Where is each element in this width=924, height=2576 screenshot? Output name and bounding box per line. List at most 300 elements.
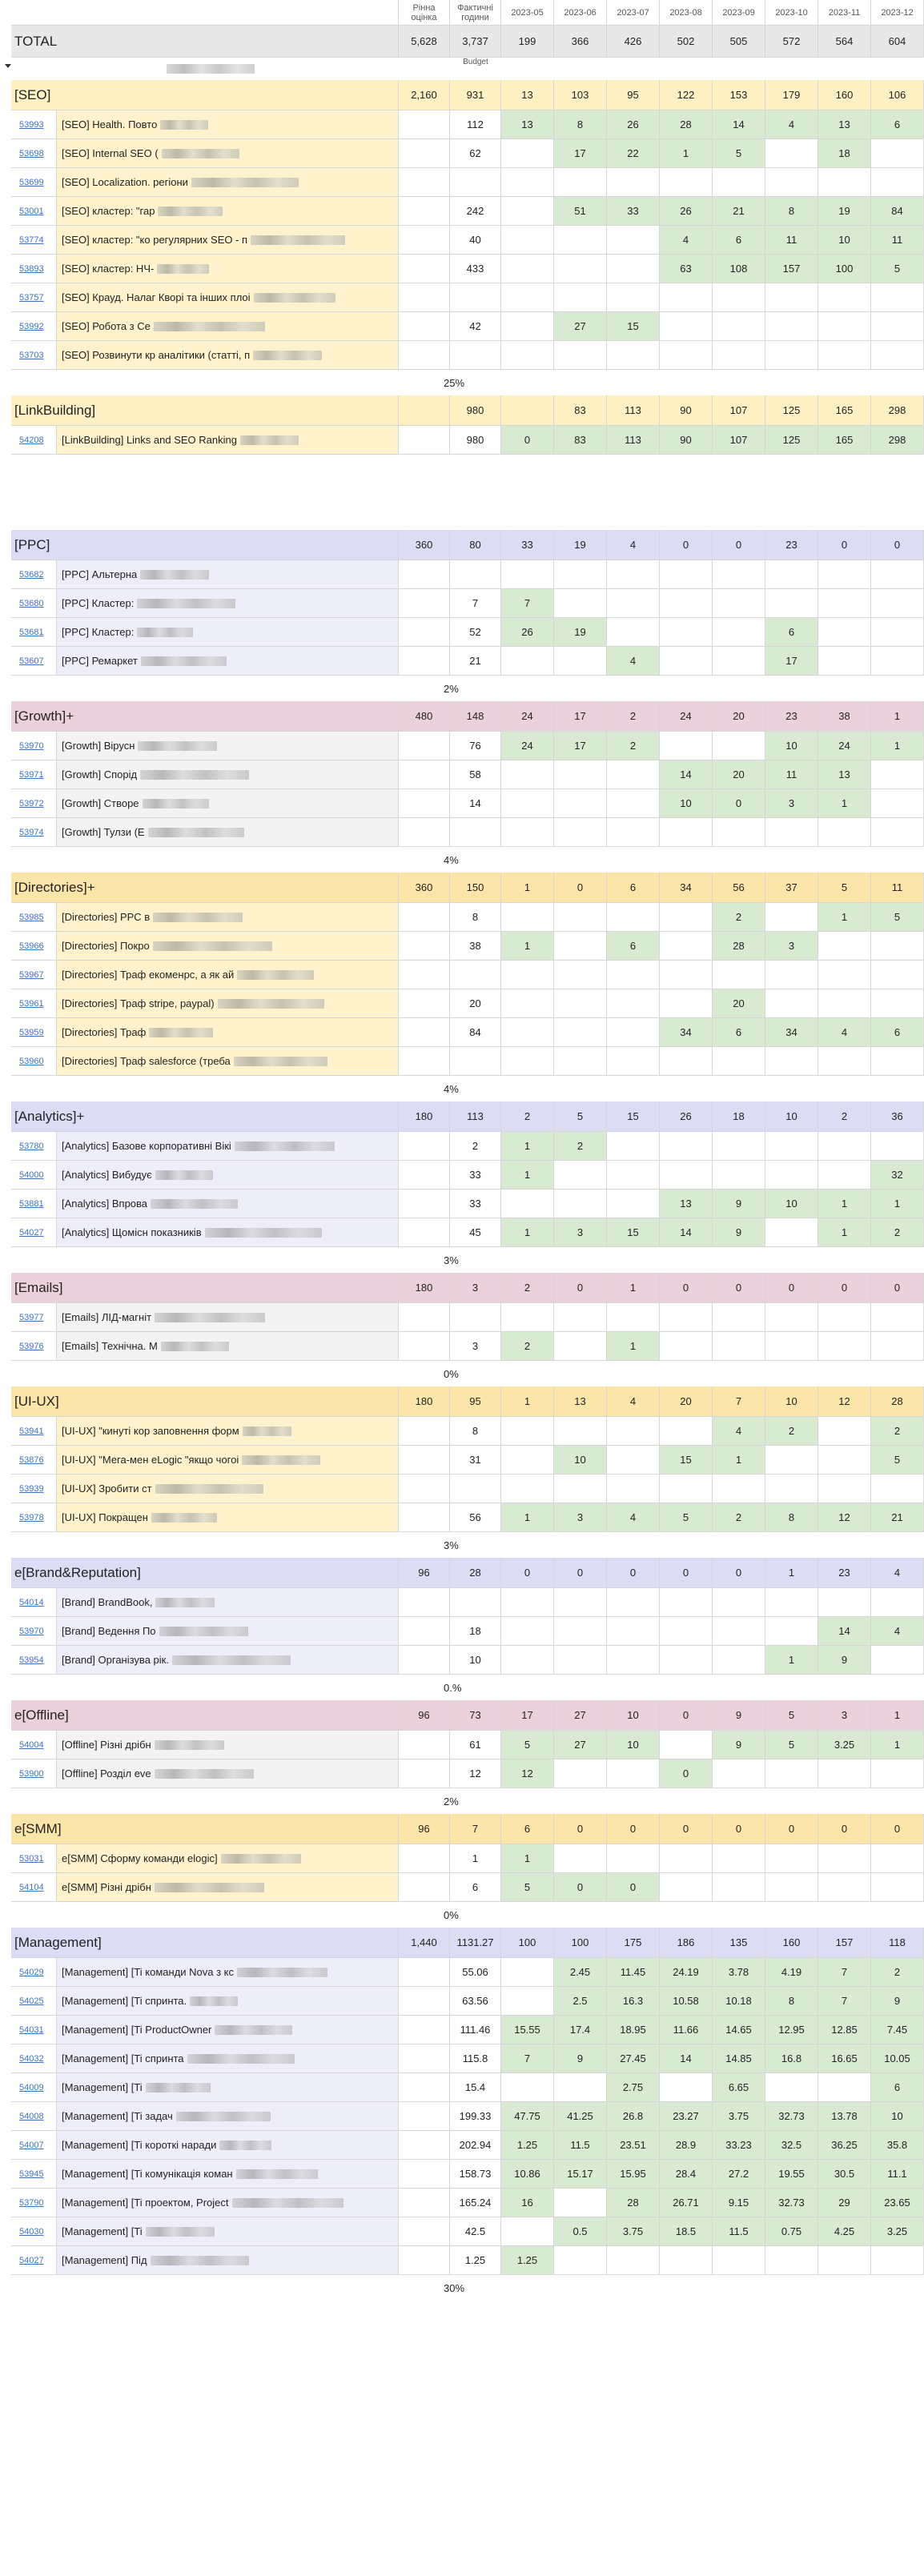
row-month-value: 27 xyxy=(554,312,607,340)
row-month-value xyxy=(818,283,871,311)
section-header-row xyxy=(11,873,924,903)
row-month-value: 29 xyxy=(818,2189,871,2217)
row-month-value xyxy=(871,168,924,196)
row-estimate xyxy=(399,197,450,225)
row-month-value xyxy=(607,255,660,283)
row-month-value: 1 xyxy=(871,732,924,760)
task-name-text: [SEO] Localization. регіони xyxy=(62,176,188,188)
row-estimate xyxy=(399,932,450,960)
row-month-value xyxy=(871,139,924,167)
row-month-value xyxy=(660,647,713,675)
section-month-value: 10 xyxy=(765,1386,818,1416)
task-name-text: [Directories] Траф екоменрс, а як ай xyxy=(62,969,235,981)
row-month-value: 2 xyxy=(871,1958,924,1986)
row-month-value xyxy=(607,1132,660,1160)
row-month-value xyxy=(660,1475,713,1503)
row-estimate xyxy=(399,2189,450,2217)
section-month-value: 83 xyxy=(554,395,607,425)
task-link[interactable]: 53977 xyxy=(11,1303,57,1331)
blurred-text xyxy=(151,1513,217,1523)
row-actual: 63.56 xyxy=(450,1987,501,2015)
section-month-value: 37 xyxy=(765,873,818,902)
section-percent-row xyxy=(11,455,924,530)
row-actual: 165.24 xyxy=(450,2189,501,2217)
row-estimate xyxy=(399,789,450,817)
section-month-value: 0 xyxy=(554,1273,607,1302)
row-month-value xyxy=(765,139,818,167)
task-link[interactable]: 53992 xyxy=(11,312,57,340)
row-month-value: 0 xyxy=(607,1873,660,1901)
section-percent-row xyxy=(11,1076,924,1101)
row-month-value: 22 xyxy=(607,139,660,167)
row-month-value: 17 xyxy=(554,732,607,760)
row-month-value: 18.5 xyxy=(660,2217,713,2245)
task-link[interactable]: 53876 xyxy=(11,1446,57,1474)
section-percent: 30% xyxy=(444,2281,465,2294)
task-link[interactable]: 53607 xyxy=(11,647,57,675)
task-name-text: [Management] [Ti xyxy=(62,2081,143,2093)
row-estimate xyxy=(399,1161,450,1189)
row-month-value: 7 xyxy=(501,2044,554,2072)
header-estimate: Рінна оцінка xyxy=(399,0,450,25)
table-row xyxy=(11,2131,924,2160)
row-estimate xyxy=(399,2217,450,2245)
row-actual: 12 xyxy=(450,1759,501,1788)
row-month-value xyxy=(660,2246,713,2274)
task-link[interactable]: 54027 xyxy=(11,2246,57,2274)
task-name-text: [SEO] кластер: "ко регулярних SEO - п xyxy=(62,234,248,246)
total-month-value: 366 xyxy=(554,26,607,57)
task-link[interactable]: 53790 xyxy=(11,2189,57,2217)
task-link[interactable]: 53954 xyxy=(11,1646,57,1674)
task-name xyxy=(57,1018,399,1046)
row-month-value: 14 xyxy=(713,110,765,138)
task-link[interactable]: 53967 xyxy=(11,961,57,989)
task-link[interactable]: 53703 xyxy=(11,341,57,369)
row-actual xyxy=(450,1047,501,1075)
task-link[interactable]: 53698 xyxy=(11,139,57,167)
row-estimate xyxy=(399,283,450,311)
row-estimate xyxy=(399,1503,450,1531)
task-name-text: [UI-UX] "кинуті кор заповнення форм xyxy=(62,1425,239,1437)
row-month-value: 33 xyxy=(607,197,660,225)
task-name xyxy=(57,989,399,1017)
task-link[interactable]: 54208 xyxy=(11,426,57,454)
section-month-value: 0 xyxy=(818,530,871,560)
row-month-value: 5 xyxy=(871,903,924,931)
task-link[interactable]: 54009 xyxy=(11,2073,57,2101)
task-link[interactable]: 53680 xyxy=(11,589,57,617)
row-month-value xyxy=(765,1873,818,1901)
row-month-value: 3 xyxy=(765,789,818,817)
row-month-value: 1 xyxy=(818,1218,871,1246)
section-estimate: 360 xyxy=(399,530,450,560)
task-name xyxy=(57,2131,399,2159)
section-month-value: 1 xyxy=(501,873,554,902)
task-link[interactable]: 54031 xyxy=(11,2016,57,2044)
task-name-text: [Brand] Ведення По xyxy=(62,1625,156,1637)
row-month-value xyxy=(554,1190,607,1218)
row-month-value: 15 xyxy=(607,1218,660,1246)
row-month-value: 0 xyxy=(501,426,554,454)
row-month-value xyxy=(713,1873,765,1901)
row-month-value xyxy=(871,1844,924,1872)
header-month: 2023-09 xyxy=(713,0,765,25)
row-month-value xyxy=(871,560,924,588)
row-month-value: 32.5 xyxy=(765,2131,818,2159)
task-link[interactable]: 53966 xyxy=(11,932,57,960)
task-link[interactable]: 53993 xyxy=(11,110,57,138)
section-month-value: 135 xyxy=(713,1928,765,1957)
row-month-value xyxy=(501,1475,554,1503)
task-link[interactable]: 53959 xyxy=(11,1018,57,1046)
row-month-value xyxy=(765,903,818,931)
row-month-value xyxy=(871,647,924,675)
row-month-value: 27 xyxy=(554,1731,607,1759)
row-month-value xyxy=(501,255,554,283)
row-month-value xyxy=(765,341,818,369)
task-link[interactable]: 53970 xyxy=(11,1617,57,1645)
row-month-value: 157 xyxy=(765,255,818,283)
row-month-value xyxy=(818,560,871,588)
row-month-value xyxy=(871,989,924,1017)
row-month-value: 4 xyxy=(713,1417,765,1445)
blurred-text xyxy=(215,2025,292,2035)
row-month-value: 10.05 xyxy=(871,2044,924,2072)
blurred-text xyxy=(155,1170,213,1180)
task-link[interactable]: 53001 xyxy=(11,197,57,225)
section-month-value: 5 xyxy=(554,1101,607,1131)
row-month-value: 3 xyxy=(554,1503,607,1531)
total-row xyxy=(11,26,924,58)
row-month-value: 10 xyxy=(818,226,871,254)
task-link[interactable]: 53681 xyxy=(11,618,57,646)
task-name xyxy=(57,2189,399,2217)
task-name-text: [SEO] Робота з Се xyxy=(62,320,151,332)
row-month-value xyxy=(660,1303,713,1331)
section-estimate xyxy=(399,395,450,425)
task-link[interactable]: 53881 xyxy=(11,1190,57,1218)
header-month: 2023-11 xyxy=(818,0,871,25)
task-name-text: [Analytics] Щомісн показників xyxy=(62,1226,202,1238)
task-link[interactable]: 54030 xyxy=(11,2217,57,2245)
row-month-value: 23.51 xyxy=(607,2131,660,2159)
row-month-value xyxy=(818,932,871,960)
row-month-value xyxy=(818,1844,871,1872)
section-actual: 28 xyxy=(450,1558,501,1587)
row-month-value: 1 xyxy=(713,1446,765,1474)
row-actual: 1.25 xyxy=(450,2246,501,2274)
section-title: [Emails] xyxy=(11,1273,399,1302)
row-month-value xyxy=(554,1844,607,1872)
row-actual xyxy=(450,1475,501,1503)
task-name-text: [SEO] Розвинути кр аналітики (статті, п xyxy=(62,349,251,361)
task-link[interactable]: 54014 xyxy=(11,1588,57,1616)
row-actual: 45 xyxy=(450,1218,501,1246)
task-link[interactable]: 53699 xyxy=(11,168,57,196)
row-actual: 6 xyxy=(450,1873,501,1901)
header-month: 2023-10 xyxy=(765,0,818,25)
task-link[interactable]: 53970 xyxy=(11,732,57,760)
task-link[interactable]: 53985 xyxy=(11,903,57,931)
table-row xyxy=(11,255,924,283)
row-month-value xyxy=(607,341,660,369)
row-month-value xyxy=(554,560,607,588)
blurred-text xyxy=(153,913,243,922)
row-month-value xyxy=(818,818,871,846)
row-month-value xyxy=(871,1132,924,1160)
task-name xyxy=(57,1475,399,1503)
row-month-value xyxy=(765,1475,818,1503)
row-month-value xyxy=(607,589,660,617)
section-month-value: 0 xyxy=(660,1273,713,1302)
task-link[interactable]: 53682 xyxy=(11,560,57,588)
header-month: 2023-06 xyxy=(554,0,607,25)
blurred-text xyxy=(234,1057,327,1066)
row-month-value: 8 xyxy=(765,1503,818,1531)
table-row xyxy=(11,732,924,760)
blurred-text xyxy=(161,1342,229,1351)
row-actual: 8 xyxy=(450,1417,501,1445)
row-month-value: 9 xyxy=(713,1731,765,1759)
row-month-value: 5 xyxy=(501,1873,554,1901)
section-month-value: 0 xyxy=(554,1814,607,1844)
section-month-value: 34 xyxy=(660,873,713,902)
row-month-value: 7 xyxy=(818,1958,871,1986)
section-estimate: 96 xyxy=(399,1558,450,1587)
table-row xyxy=(11,789,924,818)
row-month-value xyxy=(713,1332,765,1360)
section-header-row xyxy=(11,80,924,110)
row-month-value xyxy=(607,1417,660,1445)
row-month-value xyxy=(871,760,924,788)
row-month-value: 10 xyxy=(607,1731,660,1759)
row-month-value: 2 xyxy=(554,1132,607,1160)
row-month-value xyxy=(607,283,660,311)
row-month-value xyxy=(871,1475,924,1503)
table-row xyxy=(11,1018,924,1047)
section-month-value: 10 xyxy=(765,1101,818,1131)
row-month-value xyxy=(607,818,660,846)
table-row xyxy=(11,1844,924,1873)
task-link[interactable]: 54027 xyxy=(11,1218,57,1246)
task-link[interactable]: 54104 xyxy=(11,1873,57,1901)
row-estimate xyxy=(399,1047,450,1075)
task-link[interactable]: 54025 xyxy=(11,1987,57,2015)
task-link[interactable]: 54008 xyxy=(11,2102,57,2130)
task-link[interactable]: 53780 xyxy=(11,1132,57,1160)
task-link[interactable]: 53974 xyxy=(11,818,57,846)
task-link[interactable]: 54029 xyxy=(11,1958,57,1986)
row-month-value: 51 xyxy=(554,197,607,225)
header-month: 2023-05 xyxy=(501,0,554,25)
row-estimate xyxy=(399,426,450,454)
blurred-text xyxy=(140,570,209,580)
header-month: 2023-08 xyxy=(660,0,713,25)
row-month-value: 41.25 xyxy=(554,2102,607,2130)
task-name-text: [Directories] Траф stripe, paypal) xyxy=(62,997,215,1009)
row-month-value xyxy=(871,283,924,311)
row-estimate xyxy=(399,2073,450,2101)
blurred-text xyxy=(155,1484,263,1494)
task-name-text: [Management] [Ti спринта xyxy=(62,2052,184,2064)
task-name xyxy=(57,732,399,760)
section-title: [PPC] xyxy=(11,530,399,560)
budget-row xyxy=(11,58,924,80)
table-row xyxy=(11,2217,924,2246)
row-month-value: 11.45 xyxy=(607,1958,660,1986)
row-month-value: 14.65 xyxy=(713,2016,765,2044)
row-estimate xyxy=(399,2016,450,2044)
table-row xyxy=(11,903,924,932)
section-estimate: 180 xyxy=(399,1273,450,1302)
task-link[interactable]: 53900 xyxy=(11,1759,57,1788)
row-month-value xyxy=(660,1588,713,1616)
row-month-value xyxy=(660,283,713,311)
task-link[interactable]: 53945 xyxy=(11,2160,57,2188)
row-month-value: 165 xyxy=(818,426,871,454)
row-month-value: 28 xyxy=(713,932,765,960)
task-link[interactable]: 53972 xyxy=(11,789,57,817)
row-month-value: 26 xyxy=(660,197,713,225)
row-month-value: 4.25 xyxy=(818,2217,871,2245)
section-title: e[Brand&Reputation] xyxy=(11,1558,399,1587)
row-month-value xyxy=(818,618,871,646)
section-month-value: 0 xyxy=(660,1700,713,1730)
table-row xyxy=(11,1646,924,1675)
row-month-value xyxy=(554,818,607,846)
task-link[interactable]: 53774 xyxy=(11,226,57,254)
row-month-value: 1 xyxy=(818,1190,871,1218)
row-month-value xyxy=(765,989,818,1017)
blurred-text xyxy=(157,264,209,274)
row-month-value: 26 xyxy=(501,618,554,646)
row-actual: 31 xyxy=(450,1446,501,1474)
row-month-value: 5 xyxy=(871,255,924,283)
section-title: e[Offline] xyxy=(11,1700,399,1730)
section-percent-row xyxy=(11,1361,924,1386)
task-link[interactable]: 53976 xyxy=(11,1332,57,1360)
task-name-text: [Emails] Технічна. М xyxy=(62,1340,158,1352)
row-actual xyxy=(450,560,501,588)
task-link[interactable]: 53941 xyxy=(11,1417,57,1445)
row-month-value: 12.95 xyxy=(765,2016,818,2044)
section-month-value: 1 xyxy=(765,1558,818,1587)
section-percent-row xyxy=(11,847,924,873)
task-link[interactable]: 53971 xyxy=(11,760,57,788)
row-month-value xyxy=(818,312,871,340)
section-month-value: 11 xyxy=(871,873,924,902)
section-percent-row xyxy=(11,1247,924,1273)
section-month-value: 95 xyxy=(607,80,660,110)
row-month-value xyxy=(501,1617,554,1645)
task-link[interactable]: 54007 xyxy=(11,2131,57,2159)
table-row xyxy=(11,283,924,312)
section-month-value: 0 xyxy=(660,530,713,560)
section-month-value: 20 xyxy=(660,1386,713,1416)
task-name-text: e[SMM] Сформу команди elogic] xyxy=(62,1852,218,1864)
row-month-value xyxy=(660,903,713,931)
section-percent: 2% xyxy=(444,1795,459,1808)
row-month-value: 7 xyxy=(501,589,554,617)
total-month-value: 604 xyxy=(871,26,924,57)
section-month-value: 0 xyxy=(713,1558,765,1587)
row-month-value xyxy=(501,168,554,196)
row-month-value: 1 xyxy=(501,932,554,960)
task-name-text: [PPC] Кластер: xyxy=(62,626,135,638)
row-month-value: 21 xyxy=(871,1503,924,1531)
blurred-text xyxy=(151,2256,249,2265)
section-percent: 2% xyxy=(444,682,459,695)
blurred-text xyxy=(240,435,299,445)
table-row xyxy=(11,1303,924,1332)
table-row xyxy=(11,1588,924,1617)
section-percent-row xyxy=(11,2275,924,2301)
task-link[interactable]: 53031 xyxy=(11,1844,57,1872)
row-month-value: 5 xyxy=(871,1446,924,1474)
row-month-value: 28.9 xyxy=(660,2131,713,2159)
row-month-value: 24 xyxy=(818,732,871,760)
task-link[interactable]: 53961 xyxy=(11,989,57,1017)
task-link[interactable]: 53757 xyxy=(11,283,57,311)
row-month-value: 10 xyxy=(554,1446,607,1474)
section-actual: 148 xyxy=(450,701,501,731)
row-month-value: 3 xyxy=(554,1218,607,1246)
task-link[interactable]: 54032 xyxy=(11,2044,57,2072)
row-actual: 14 xyxy=(450,789,501,817)
row-actual xyxy=(450,168,501,196)
row-month-value xyxy=(765,1303,818,1331)
task-name xyxy=(57,110,399,138)
task-name-text: [Analytics] Базове корпоративні Вікі xyxy=(62,1140,231,1152)
row-month-value: 14 xyxy=(818,1617,871,1645)
table-row xyxy=(11,1759,924,1788)
task-link[interactable]: 54004 xyxy=(11,1731,57,1759)
table-row xyxy=(11,341,924,370)
row-actual: 56 xyxy=(450,1503,501,1531)
blurred-text xyxy=(159,1627,248,1636)
row-month-value xyxy=(501,283,554,311)
task-link[interactable]: 54000 xyxy=(11,1161,57,1189)
task-name-text: [Growth] Тулзи (E xyxy=(62,826,145,838)
filter-icon[interactable] xyxy=(5,64,11,68)
task-link[interactable]: 53939 xyxy=(11,1475,57,1503)
task-name xyxy=(57,1759,399,1788)
row-month-value xyxy=(554,1018,607,1046)
row-month-value: 9 xyxy=(818,1646,871,1674)
task-name-text: [Management] [Ti xyxy=(62,2225,143,2237)
row-month-value: 1 xyxy=(501,1161,554,1189)
row-estimate xyxy=(399,110,450,138)
task-name xyxy=(57,618,399,646)
row-month-value: 0.5 xyxy=(554,2217,607,2245)
task-name-text: [Directories] Траф xyxy=(62,1026,147,1038)
row-month-value: 19.55 xyxy=(765,2160,818,2188)
row-month-value: 12 xyxy=(501,1759,554,1788)
table-row xyxy=(11,226,924,255)
row-month-value xyxy=(501,1018,554,1046)
task-link[interactable]: 53893 xyxy=(11,255,57,283)
section-month-value: 122 xyxy=(660,80,713,110)
row-month-value: 0 xyxy=(713,789,765,817)
row-month-value: 6 xyxy=(871,1018,924,1046)
row-month-value xyxy=(818,168,871,196)
task-link[interactable]: 53978 xyxy=(11,1503,57,1531)
task-link[interactable]: 53960 xyxy=(11,1047,57,1075)
table-row xyxy=(11,1987,924,2016)
row-month-value xyxy=(660,1873,713,1901)
blurred-text xyxy=(138,741,217,751)
